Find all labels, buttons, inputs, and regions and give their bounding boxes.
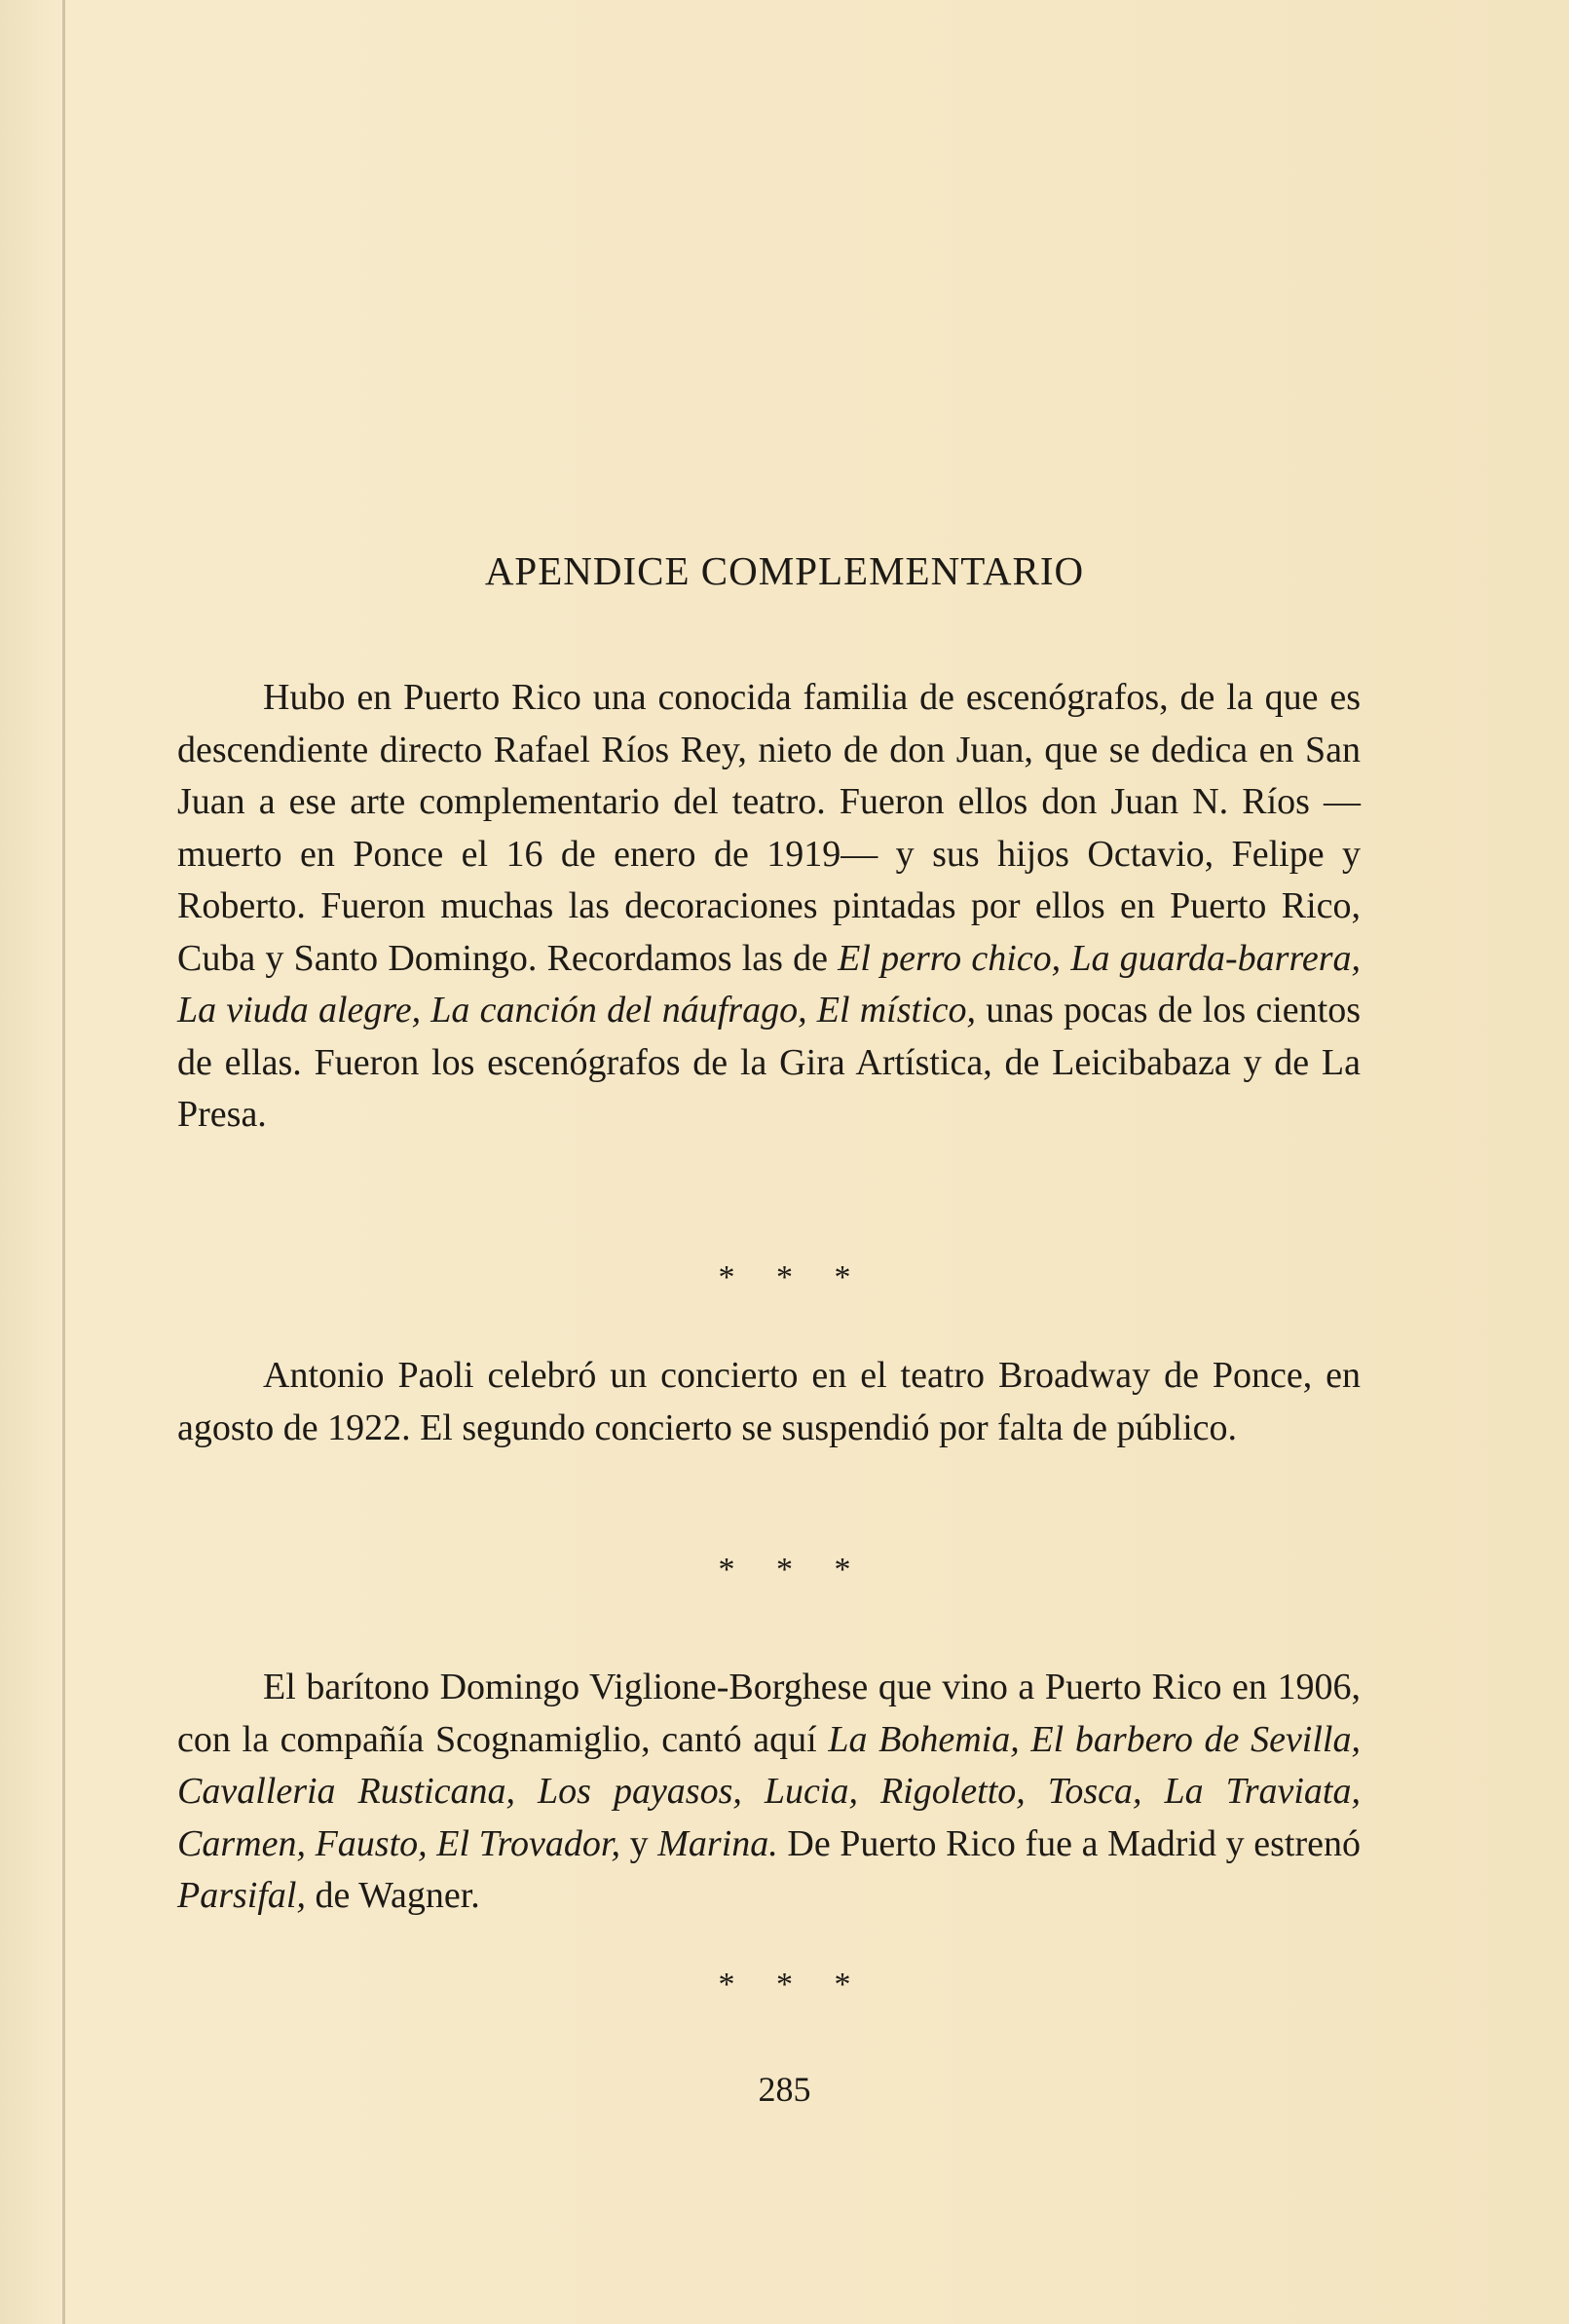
paragraph-text: De Puerto Rico fue a Madrid y estrenó: [777, 1822, 1361, 1864]
paragraph-viglione-borghese: [177, 1662, 1361, 1923]
paragraph-text: Antonio Paoli celebró un concierto en el teatro Broadway de Ponce, en agosto de 1922. El segundo concierto se suspendió por falta de público.: [177, 1355, 1361, 1448]
italic-opera-title: Parsifal,: [177, 1875, 306, 1916]
italic-titles: El perro chico, La guarda-barrera, La viuda alegre, La canción del náufrago, El místico,: [177, 937, 1361, 1031]
paragraph-text: Hubo en Puerto Rico una conocida familia de escenógrafos, de la que es descendiente directo Rafael Ríos Rey, nieto de don Juan, que se dedica en San Juan a ese arte complementario del teatro. Fueron ellos don Juan N. Ríos —muerto en Ponce el 16 de enero de 1919— y sus hijos Octavio, Felipe y Roberto. Fueron muchas las decoraciones pintadas por ellos en Puerto Rico, Cuba y Santo Domingo. Recordamos las de: [177, 677, 1361, 979]
italic-opera-title: Marina.: [657, 1822, 778, 1864]
paragraph-text: El barítono Domingo Viglione-Borghese que vino a Puerto Rico en 1906, con la compañía Scognamiglio, cantó aquí: [177, 1667, 1361, 1760]
paragraph-text: unas pocas de los cientos de ellas. Fueron los escenógrafos de la Gira Artística, de Leicibabaza y de La Presa.: [177, 990, 1361, 1135]
section-separator: * * *: [718, 1259, 851, 1295]
italic-opera-titles: La Bohemia, El barbero de Sevilla, Cavalleria Rusticana, Los payasos, Lucia, Rigoletto, Tosca, La Traviata, Carmen, Fausto, El Trovador,: [177, 1718, 1361, 1864]
page-number: 285: [758, 2070, 811, 2109]
section-separator: * * *: [718, 1967, 851, 2003]
section-separator: * * *: [718, 1552, 851, 1588]
paragraph-escenografos: [177, 672, 1361, 1142]
paragraph-paoli: [177, 1350, 1361, 1454]
paragraph-text: de Wagner.: [305, 1875, 480, 1916]
section-heading: APENDICE COMPLEMENTARIO: [484, 548, 1085, 593]
paragraph-text: y: [620, 1822, 658, 1864]
